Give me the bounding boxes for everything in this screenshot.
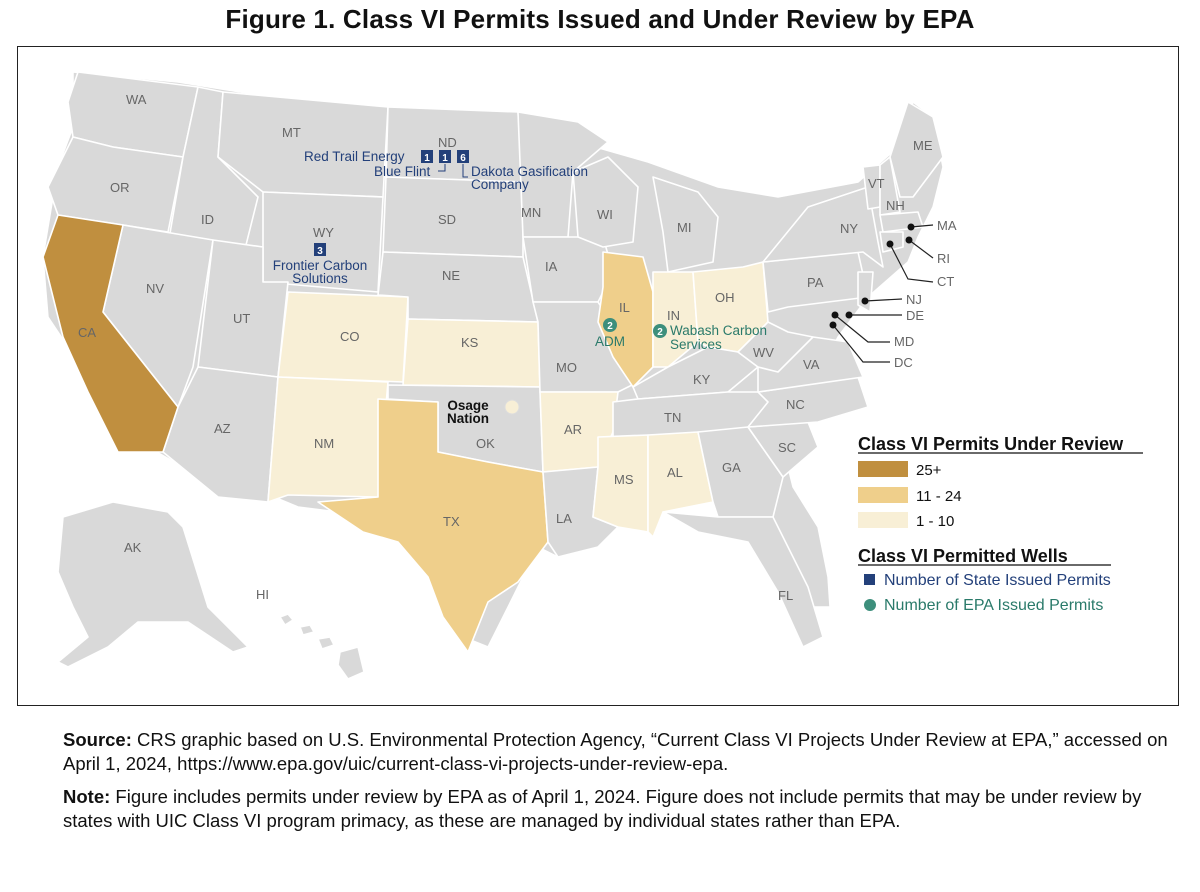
figure-title: Figure 1. Class VI Permits Issued and Under Review by EPA [225, 4, 975, 34]
legend-epa-issued: Number of EPA Issued Permits [884, 597, 1104, 614]
label-ks: KS [461, 335, 479, 350]
label-ga: GA [722, 460, 741, 475]
label-hi: HI [256, 587, 269, 602]
legend-permitted-title: Class VI Permitted Wells [858, 546, 1068, 566]
frontier-label-2: Solutions [292, 271, 348, 286]
label-me: ME [913, 138, 933, 153]
label-il: IL [619, 300, 630, 315]
legend-epa-permit-icon [864, 599, 876, 611]
legend-state-permit-icon [864, 574, 875, 585]
label-wv: WV [753, 345, 774, 360]
state-ia [523, 237, 613, 302]
frontier-count: 3 [317, 246, 323, 257]
label-oh: OH [715, 290, 735, 305]
label-nj: NJ [906, 292, 922, 307]
state-nj [858, 272, 873, 312]
label-ky: KY [693, 372, 711, 387]
label-nh: NH [886, 198, 905, 213]
adm-count: 2 [607, 321, 613, 332]
label-mo: MO [556, 360, 577, 375]
label-ut: UT [233, 311, 251, 326]
state-hi [280, 614, 364, 679]
label-la: LA [556, 511, 572, 526]
dakota-gas-label-2: Company [471, 177, 529, 192]
label-mn: MN [521, 205, 542, 220]
source-text: CRS graphic based on U.S. Environmental Protection Agency, “Current Class VI Projects Under Review at EPA,” accessed on April 1, 2024, https://www.epa.gov/uic/current-class-vi-projects-under-review-epa. [63, 729, 1168, 774]
dakota-gas-label-1: Dakota Gasification [471, 164, 589, 179]
label-fl: FL [778, 588, 794, 603]
label-co: CO [340, 329, 360, 344]
legend-swatch-1-10 [858, 512, 908, 528]
map-frame [17, 46, 1179, 706]
label-id: ID [201, 212, 214, 227]
figure-notes [63, 728, 1183, 842]
label-va: VA [803, 357, 820, 372]
label-wa: WA [126, 92, 147, 107]
label-sc: SC [778, 440, 797, 455]
label-ar: AR [564, 422, 583, 437]
blue-flint-label: Blue Flint [374, 164, 431, 179]
adm-label: ADM [595, 334, 625, 349]
legend-swatch-25plus [858, 461, 908, 477]
label-or: OR [110, 180, 130, 195]
legend-item-11-24: 11 - 24 [916, 488, 962, 505]
label-vt: VT [868, 176, 885, 191]
osage-marker [505, 400, 519, 414]
state-ks [403, 319, 540, 387]
note-paragraph [63, 785, 1183, 833]
osage-label-1: Osage [447, 398, 489, 413]
label-nm: NM [314, 436, 335, 451]
wabash-label-2: Services [670, 337, 722, 352]
note-label: Note: [63, 786, 111, 807]
blue-flint-count: 1 [442, 153, 448, 164]
dakota-gas-count: 6 [460, 153, 466, 164]
label-nd: ND [438, 135, 457, 150]
label-nc: NC [786, 397, 805, 412]
label-al: AL [667, 465, 683, 480]
red-trail-count: 1 [424, 153, 430, 164]
label-ma: MA [937, 218, 957, 233]
label-ct: CT [937, 274, 955, 289]
label-de: DE [906, 308, 925, 323]
label-mt: MT [282, 125, 301, 140]
us-map [18, 47, 1179, 706]
label-ms: MS [614, 472, 634, 487]
frontier-label-1: Frontier Carbon [272, 258, 368, 273]
legend-item-1-10: 1 - 10 [916, 513, 955, 530]
label-ca: CA [78, 325, 97, 340]
label-sd: SD [438, 212, 457, 227]
map-legend [858, 434, 1143, 614]
label-ok: OK [476, 436, 495, 451]
note-text: Figure includes permits under review by EPA as of April 1, 2024. Figure does not include permits that may be under review by states with UIC Class VI program primacy, as these are managed by individual states rather than EPA. [63, 786, 1142, 831]
legend-item-25plus: 25+ [916, 462, 942, 479]
label-wi: WI [597, 207, 613, 222]
label-in: IN [667, 308, 680, 323]
state-ak [58, 502, 248, 667]
red-trail-label: Red Trail Energy [304, 149, 405, 164]
label-ri: RI [937, 251, 950, 266]
label-wy: WY [313, 225, 334, 240]
label-ia: IA [545, 259, 558, 274]
source-label: Source: [63, 729, 132, 750]
label-ny: NY [840, 221, 859, 236]
label-ne: NE [442, 268, 461, 283]
legend-state-issued: Number of State Issued Permits [884, 572, 1111, 589]
source-note [63, 728, 1183, 776]
label-ak: AK [124, 540, 142, 555]
wabash-label-1: Wabash Carbon [670, 323, 768, 338]
legend-review-title: Class VI Permits Under Review [858, 434, 1124, 454]
label-pa: PA [807, 275, 824, 290]
legend-swatch-11-24 [858, 487, 908, 503]
label-nv: NV [146, 281, 165, 296]
label-md: MD [894, 334, 915, 349]
label-az: AZ [214, 421, 231, 436]
label-tn: TN [664, 410, 682, 425]
label-tx: TX [443, 514, 460, 529]
label-dc: DC [894, 355, 913, 370]
osage-label-2: Nation [447, 411, 489, 426]
wabash-count: 2 [657, 327, 663, 338]
label-mi: MI [677, 220, 692, 235]
